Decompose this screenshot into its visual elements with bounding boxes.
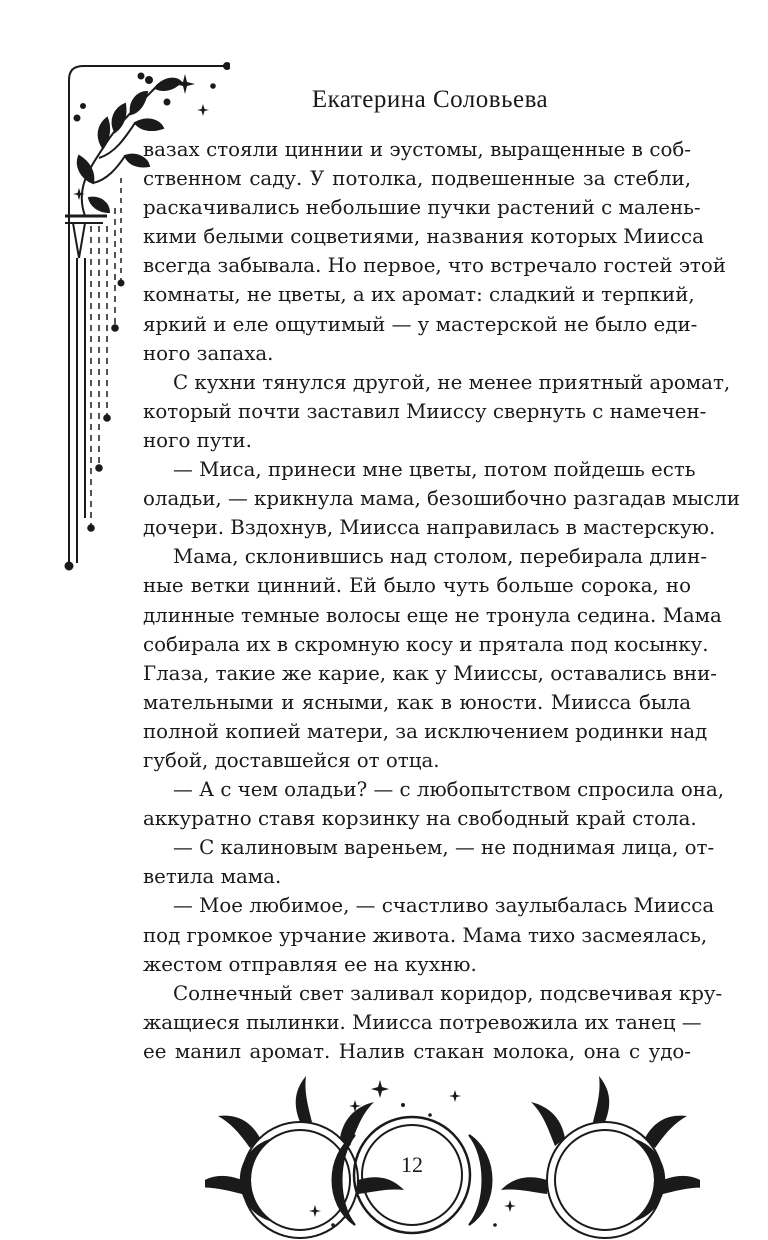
- text-line: ветила мама.: [143, 865, 282, 889]
- text-line: жащиеся пылинки. Миисса потревожила их танец —: [143, 1010, 702, 1034]
- text-line: полной копией матери, за исключением родинки над: [143, 719, 708, 743]
- text-line: длинные темные волосы еще не тронула седина. Мама: [143, 603, 722, 627]
- text-line: ного запаха.: [143, 341, 274, 365]
- text-line: ные ветки цинний. Ей было чуть больше сорока, но: [143, 574, 691, 598]
- text-line: Глаза, такие же карие, как у Мииссы, оставались вни-: [143, 661, 717, 685]
- text-line: ственном саду. У потолка, подвешенные за стебли,: [143, 167, 691, 191]
- text-line: — А с чем оладьи? — с любопытством спросила она,: [173, 778, 725, 802]
- text-line: мательными и ясными, как в юности. Миисса была: [143, 690, 691, 714]
- sun-moon-footer-ornament: [205, 1075, 700, 1240]
- text-line: который почти заставил Мииссу свернуть с намечен-: [143, 399, 707, 423]
- page-number: 12: [401, 1152, 423, 1177]
- text-line: собирала их в скромную косу и прятала под косынку.: [143, 632, 709, 656]
- text-line: аккуратно ставя корзинку на свободный край стола.: [143, 807, 697, 831]
- text-line: под громкое урчание живота. Мама тихо засмеялась,: [143, 923, 708, 947]
- text-line: раскачивались небольшие пучки растений с малень-: [143, 196, 701, 220]
- text-line: — Мое любимое, — счастливо заулыбалась Миисса: [173, 894, 715, 918]
- text-line: ного пути.: [143, 428, 252, 452]
- text-line: всегда забывала. Но первое, что встречало гостей этой: [143, 254, 726, 278]
- text-line: Мама, склонившись над столом, перебирала длин-: [173, 545, 708, 569]
- text-line: губой, доставшейся от отца.: [143, 748, 440, 772]
- text-line: Солнечный свет заливал коридор, подсвечивая кру-: [173, 981, 723, 1005]
- text-line: — С калиновым вареньем, — не поднимая лица, от-: [173, 836, 715, 860]
- body-text: [143, 135, 740, 1066]
- text-line: вазах стояли циннии и эустомы, выращенные в соб-: [143, 138, 691, 161]
- text-line: С кухни тянулся другой, не менее приятный аромат,: [173, 370, 731, 394]
- text-line: яркий и еле ощутимый — у мастерской не было еди-: [143, 312, 698, 336]
- text-line: жестом отправляя ее на кухню.: [143, 952, 477, 976]
- text-line: — Миса, принеси мне цветы, потом пойдешь есть: [173, 458, 696, 482]
- text-line: комнаты, не цветы, а их аромат: сладкий и терпкий,: [143, 283, 695, 307]
- running-head: Екатерина Соловьева: [311, 86, 549, 113]
- text-line: дочери. Вздохнув, Миисса направилась в мастерскую.: [143, 516, 716, 540]
- text-line: кими белыми соцветиями, названия которых Миисса: [143, 225, 704, 249]
- text-line: оладьи, — крикнула мама, безошибочно разгадав мысли: [143, 487, 740, 511]
- text-line: ее манил аромат. Налив стакан молока, она с удо-: [143, 1039, 691, 1063]
